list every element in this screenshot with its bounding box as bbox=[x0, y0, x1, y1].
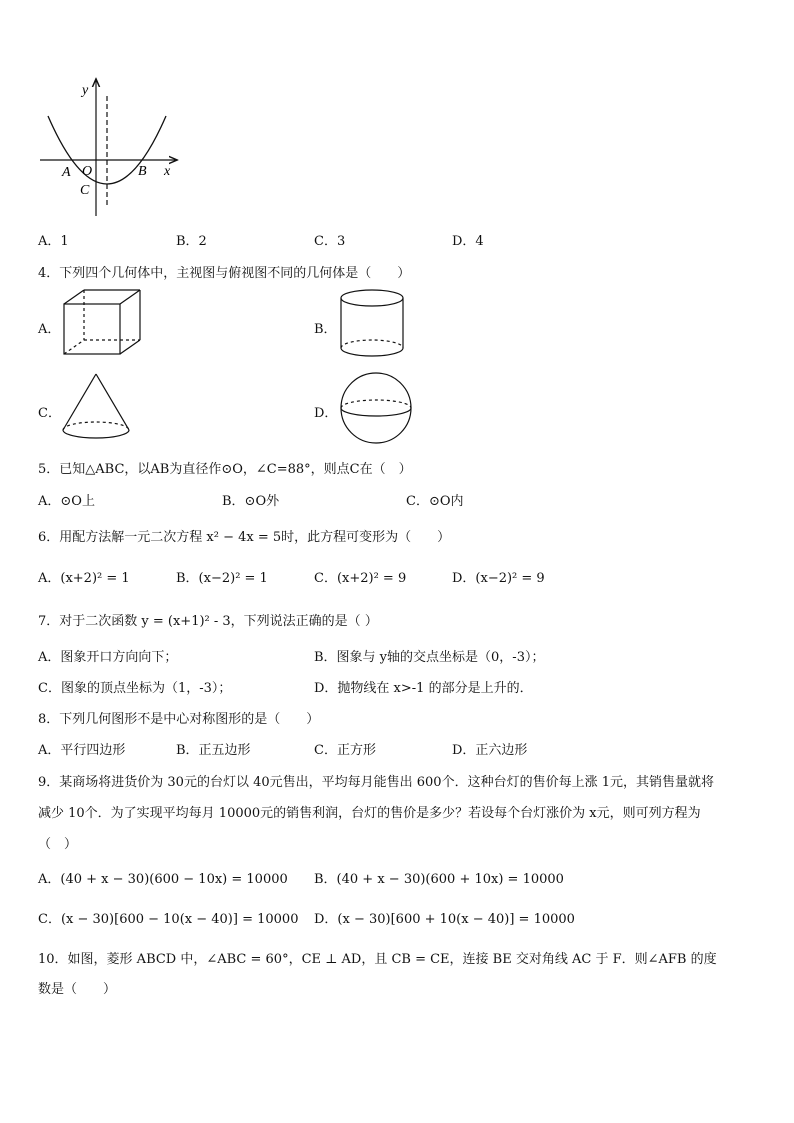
q10-stem-line2: 数是（ ） bbox=[38, 982, 117, 997]
q10-stem-line1: 10．如图，菱形 ABCD 中，∠ABC = 60°，CE ⊥ AD，且 CB = CE，连接 BE 交对角线 AC 于 F．则∠AFB 的度 bbox=[38, 952, 717, 967]
q4-label-c: C． bbox=[38, 406, 61, 421]
q6-option-c: C．(x+2)² = 9 bbox=[314, 571, 407, 586]
q9-option-c: C．(x − 30)[600 − 10(x − 40)] = 10000 bbox=[38, 912, 299, 927]
q8-option-c: C．正方形 bbox=[314, 743, 376, 758]
q9-option-b: B．(40 + x − 30)(600 + 10x) = 10000 bbox=[314, 872, 564, 887]
cube-icon bbox=[62, 288, 144, 358]
cone-icon bbox=[60, 372, 132, 442]
q3-option-a: A．1 bbox=[38, 234, 69, 249]
q9-stem-line1: 9．某商场将进货价为 30元的台灯以 40元售出，平均每月能售出 600个．这种台灯的售价每上涨 1元，其销售量就将 bbox=[38, 775, 714, 790]
label-O: O bbox=[82, 164, 93, 179]
cylinder-icon bbox=[338, 288, 406, 360]
q7-option-b: B．图象与 y轴的交点坐标是（0，-3）； bbox=[314, 650, 545, 665]
sphere-icon bbox=[338, 370, 414, 446]
q3-option-d: D．4 bbox=[452, 234, 484, 249]
q9-stem-line2: 减少 10个．为了实现平均每月 10000元的销售利润，台灯的售价是多少？若设每个台灯涨价为 x元，则可列方程为 bbox=[38, 806, 701, 821]
q5-option-c: C．⊙O内 bbox=[406, 494, 464, 509]
q8-option-a: A．平行四边形 bbox=[38, 743, 126, 758]
q6-stem: 6．用配方法解一元二次方程 x² − 4x = 5时，此方程可变形为（ ） bbox=[38, 530, 451, 545]
q7-stem: 7．对于二次函数 y = (x+1)² - 3，下列说法正确的是（ ） bbox=[38, 614, 378, 629]
label-y: y bbox=[82, 83, 89, 98]
q3-option-c: C．3 bbox=[314, 234, 346, 249]
q8-stem: 8．下列几何图形不是中心对称图形的是（ ） bbox=[38, 712, 320, 727]
q6-option-d: D．(x−2)² = 9 bbox=[452, 571, 545, 586]
label-A: A bbox=[62, 165, 71, 180]
q7-option-a: A．图象开口方向向下； bbox=[38, 650, 178, 665]
q5-option-a: A．⊙O上 bbox=[38, 494, 95, 509]
q8-option-d: D．正六边形 bbox=[452, 743, 528, 758]
q7-option-d: D．抛物线在 x>-1 的部分是上升的． bbox=[314, 681, 533, 696]
q4-label-b: B． bbox=[314, 322, 337, 337]
parabola-graph bbox=[30, 76, 190, 221]
q7-option-c: C．图象的顶点坐标为（1，-3）； bbox=[38, 681, 232, 696]
q4-label-d: D． bbox=[314, 406, 338, 421]
q5-option-b: B．⊙O外 bbox=[222, 494, 280, 509]
label-x: x bbox=[164, 164, 171, 179]
q6-option-b: B．(x−2)² = 1 bbox=[176, 571, 268, 586]
q6-option-a: A．(x+2)² = 1 bbox=[38, 571, 130, 586]
q9-option-d: D．(x − 30)[600 + 10(x − 40)] = 10000 bbox=[314, 912, 575, 927]
q8-option-b: B．正五边形 bbox=[176, 743, 251, 758]
label-B: B bbox=[138, 164, 147, 179]
label-C: C bbox=[80, 183, 90, 198]
q4-stem: 4．下列四个几何体中，主视图与俯视图不同的几何体是（ ） bbox=[38, 266, 411, 281]
q5-stem: 5．已知△ABC，以AB为直径作⊙O，∠C=88°，则点C在（ ） bbox=[38, 462, 412, 477]
q3-option-b: B．2 bbox=[176, 234, 207, 249]
q9-option-a: A．(40 + x − 30)(600 − 10x) = 10000 bbox=[38, 872, 288, 887]
q9-stem-line3: （ ） bbox=[38, 837, 78, 852]
q4-label-a: A． bbox=[38, 322, 61, 337]
